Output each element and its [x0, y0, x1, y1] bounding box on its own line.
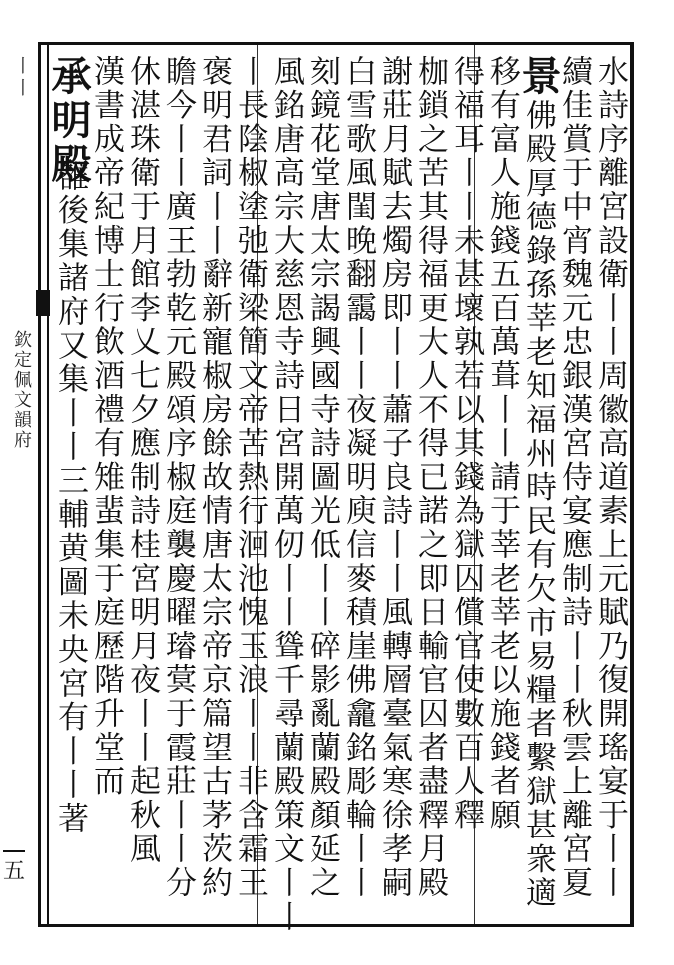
text-column-10: 風銘唐高宗大慈恩寺詩日宮開萬仞丨丨聳千尋蘭殿策文丨丨 — [268, 55, 304, 934]
text-column-9: 刻鏡花堂唐太宗謁興國寺詩圖光低丨丨碎影亂蘭殿顏延之 — [304, 55, 340, 900]
text-column-16-body — [52, 160, 88, 920]
frame-left-border — [38, 42, 41, 927]
frame-bottom-border — [38, 924, 634, 927]
frame-top-border — [38, 42, 634, 45]
text-column-15: 漢書成帝紀博士行飲酒禮有雉蜚集于庭歷階升堂而 — [88, 55, 124, 799]
margin-marks: 丨丨 — [11, 56, 32, 100]
text-column-3: 景佛殿厚德錄孫莘老知福州時民有欠市易糧者繫獄甚衆適 — [515, 55, 562, 911]
frame-right-border — [630, 42, 634, 927]
text-column-4: 移有富人施錢五百萬葺丨丨請于莘老莘老以施錢者願 — [484, 55, 520, 833]
heading-column-text: 雒後集諸府又集丨丨三輔黄圖未央宮有丨丨著 — [52, 160, 88, 836]
text-column-11: 丨長陰椒塗弛衛梁簡文帝苦熱行洄池愧玉浪丨丨非含霜王 — [232, 55, 268, 900]
text-column-6: 枷鎖之苦其得福更大人不得已諾之即日輸官囚者盡釋月殿 — [412, 55, 448, 900]
text-column-7: 謝莊月賦去燭房即丨丨蕭子良詩丨丨風轉層臺氣寒徐孝嗣 — [376, 55, 412, 900]
text-column-8: 白雪歌風閨晚翻靄丨丨夜凝明庾信麥積崖佛龕銘彫輪丨丨 — [340, 55, 376, 900]
text-column-5: 得福耳丨丨未甚壞孰若以其錢為獄囚償官使數百人釋 — [448, 55, 484, 833]
text-column-13: 瞻今丨丨廣王勃乾元殿頌序椒庭襲慶曜璿蓂于霞莊丨丨分 — [160, 55, 196, 900]
text-column-14: 休湛珠衛于月館李乂七夕應制詩桂宮明月夜丨丨起秋風 — [124, 55, 160, 867]
text-column-12: 褒明君詞丨丨辭新寵椒房餘故情唐太宗帝京篇望古茅茨約 — [196, 55, 232, 900]
heading-column: 承明殿 — [45, 55, 92, 187]
margin-book-title: 欽定佩文韻府 — [11, 330, 32, 450]
text-column-1: 水詩序離宮設衛丨丨周徽高道素上元賦乃復開瑤宴于丨丨 — [592, 55, 628, 900]
page-number: 五 — [3, 850, 25, 885]
fish-tail-mark — [36, 290, 50, 316]
text-column-2: 續佳賞于中宵魏元忠銀漢宮侍宴應制詩丨丨秋雲上離宮夏 — [556, 55, 592, 900]
